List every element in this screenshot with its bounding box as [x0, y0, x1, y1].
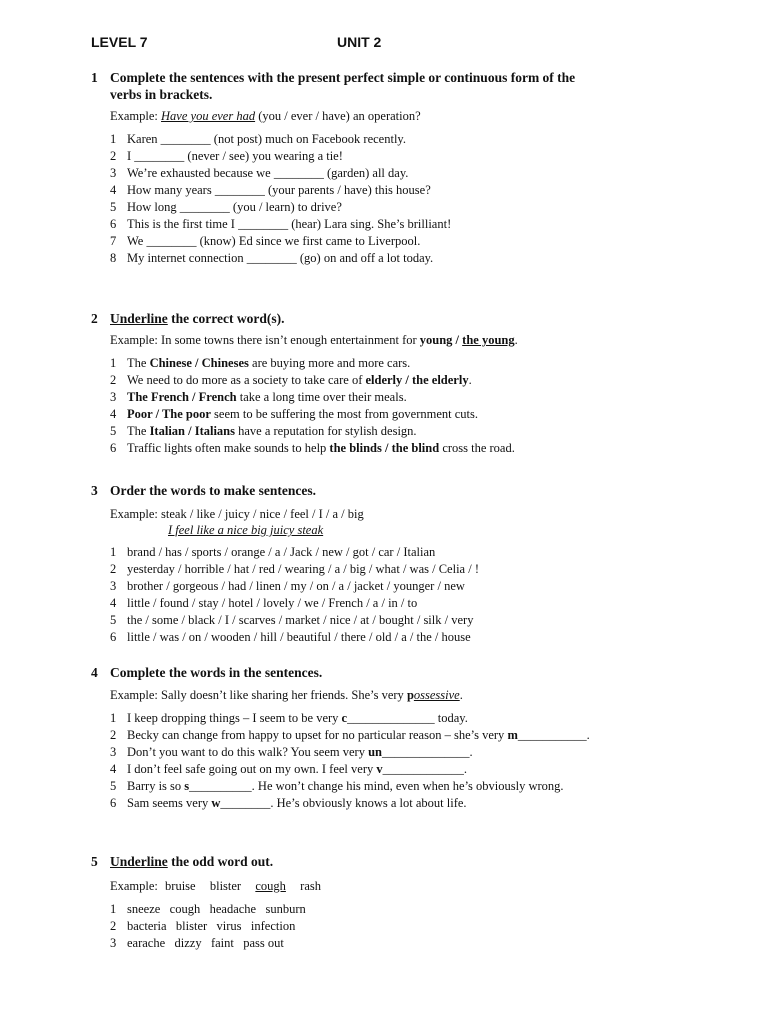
list-item: 3 Don’t you want to do this walk? You seem very un______________.: [110, 745, 473, 759]
section-5-title: 5 Underline the odd word out.: [91, 854, 274, 869]
section-3-example: Example: steak / like / juicy / nice / feel / I / a / big I feel like a nice big juicy steak: [110, 507, 364, 537]
section-2-items: [110, 355, 731, 457]
list-item: 1 Karen ________ (not post) much on Facebook recently.: [110, 132, 406, 146]
example-first-letter: p: [406, 688, 414, 702]
list-item: 1 brand / has / sports / orange / a / Jack / new / got / car / Italian: [110, 545, 436, 559]
section-2-title: 2 Underline the correct word(s).: [91, 311, 285, 326]
section-2: [91, 310, 731, 457]
section-3: [91, 482, 731, 646]
page-header: [91, 34, 728, 54]
list-item: 5 the / some / black / I / scarves / market / nice / at / bought / silk / very: [110, 613, 474, 627]
list-item: 4 I don’t feel safe going out on my own. I feel very v_____________.: [110, 762, 467, 776]
list-item: 4 How many years ________ (your parents / have) this house?: [110, 183, 431, 197]
list-item: 4 little / found / stay / hotel / lovely / we / French / a / in / to: [110, 596, 418, 610]
unit-label: UNIT 2: [337, 34, 382, 50]
example-label: Example:: [110, 109, 158, 123]
underline-word: Underline: [110, 854, 168, 869]
section-4-example: Example: Sally doesn’t like sharing her friends. She’s very possessive.: [110, 688, 463, 702]
section-1-title-line2: verbs in brackets.: [110, 87, 213, 102]
section-number: 1: [91, 70, 98, 85]
list-item: 4 Poor / The poor seem to be suffering the most from government cuts.: [110, 407, 478, 421]
example-answer: ossessive: [413, 688, 460, 702]
example-rest: (you / ever / have) an operation?: [255, 109, 421, 123]
list-item: 2 We need to do more as a society to take care of elderly / the elderly.: [110, 373, 472, 387]
section-2-example: Example: In some towns there isn’t enough entertainment for young / the young.: [110, 333, 518, 347]
level-label: LEVEL 7: [91, 34, 148, 50]
list-item: 6 Sam seems very w________. He’s obviously knows a lot about life.: [110, 796, 467, 810]
section-3-items: [110, 544, 731, 646]
list-item: 2 I ________ (never / see) you wearing a tie!: [110, 149, 343, 163]
list-item: 6 little / was / on / wooden / hill / beautiful / there / old / a / the / house: [110, 630, 471, 644]
section-4-title: 4 Complete the words in the sentences.: [91, 665, 323, 680]
section-5-items: [110, 901, 731, 952]
section-1-title: [91, 69, 731, 103]
section-1-title-line1: Complete the sentences with the present perfect simple or continuous form of the: [110, 70, 576, 85]
section-4-items: [110, 710, 731, 812]
list-item: 6 This is the first time I ________ (hear) Lara sing. She’s brilliant!: [110, 217, 452, 231]
list-item: 3 earache dizzy faint pass out: [110, 936, 284, 950]
list-item: 2 yesterday / horrible / hat / red / wearing / a / big / what / was / Celia / !: [110, 562, 479, 576]
list-item: 5 How long ________ (you / learn) to drive?: [110, 200, 342, 214]
list-item: 2 Becky can change from happy to upset for no particular reason – she’s very m___________.: [110, 728, 590, 742]
list-item: 8 My internet connection ________ (go) on and off a lot today.: [110, 251, 434, 265]
section-3-title: 3 Order the words to make sentences.: [91, 483, 316, 498]
example-answer: the young: [462, 333, 515, 347]
list-item: 3 brother / gorgeous / had / linen / my / on / a / jacket / younger / new: [110, 579, 465, 593]
section-5-example: Example: bruise blister cough rash: [110, 879, 321, 893]
list-item: 5 Barry is so s__________. He won’t change his mind, even when he’s obviously wrong.: [110, 779, 564, 793]
section-5: [91, 853, 731, 952]
list-item: 6 Traffic lights often make sounds to help the blinds / the blind cross the road.: [110, 441, 515, 455]
section-4: [91, 664, 731, 812]
section-1-items: [110, 131, 731, 267]
list-item: 1 The Chinese / Chineses are buying more and more cars.: [110, 356, 411, 370]
list-item: 5 The Italian / Italians have a reputation for stylish design.: [110, 424, 417, 438]
list-item: 3 The French / French take a long time over their meals.: [110, 390, 407, 404]
list-item: 2 bacteria blister virus infection: [110, 919, 296, 933]
section-1: [91, 69, 731, 267]
example-answer: I feel like a nice big juicy steak: [168, 523, 324, 537]
list-item: 7 We ________ (know) Ed since we first came to Liverpool.: [110, 234, 421, 248]
section-1-example: [110, 108, 731, 124]
list-item: 1 sneeze cough headache sunburn: [110, 902, 306, 916]
underline-word: Underline: [110, 311, 168, 326]
list-item: 3 We’re exhausted because we ________ (garden) all day.: [110, 166, 409, 180]
list-item: 1 I keep dropping things – I seem to be very c______________ today.: [110, 711, 468, 725]
example-answer: Have you ever had: [161, 109, 256, 123]
example-answer: cough: [255, 879, 286, 893]
